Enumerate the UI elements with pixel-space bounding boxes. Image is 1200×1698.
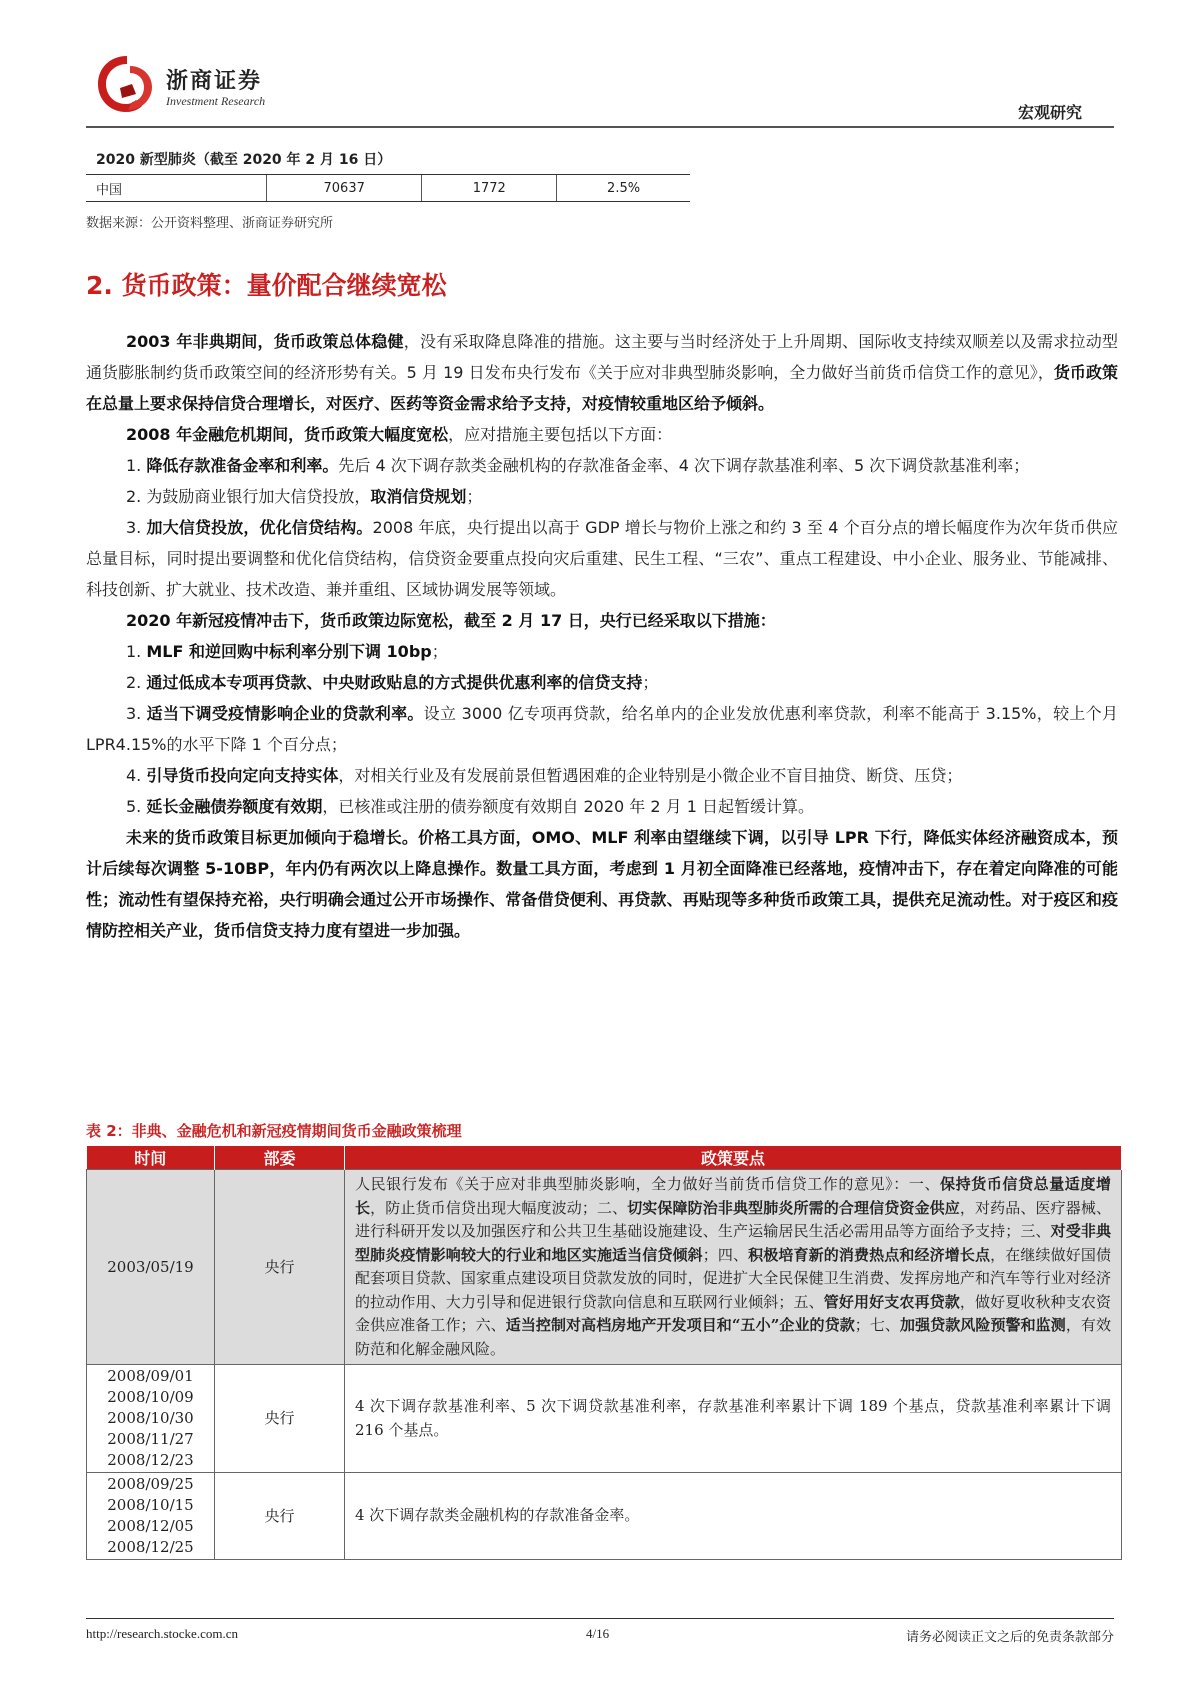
bold-text: 保持货币信贷总量适度增长 <box>355 1175 1111 1217</box>
bold-text: MLF 和逆回购中标利率分别下调 10bp <box>146 642 432 661</box>
bold-text: 适当控制对高档房地产开发项目和“五小”企业的贷款 <box>505 1316 855 1334</box>
text: ，对药品、医疗器械、进行科研开发以及加强医疗和公共卫生基础设施建设、生产运输居民生活必需用品等方面给予支持；三、 <box>355 1198 1111 1240</box>
text: ，没有采取降息降准的措施。这主要与当时经济处于上升周期、国际收支持续双顺差以及需求拉动型通货膨胀制约货币政策空间的经济形势有关。5 月 19 日发布央行发布《关于应对非典型肺炎影响，全力做好当前货币信贷工作的意见》， <box>86 332 1118 382</box>
cases-cell: 70637 <box>267 175 422 202</box>
text: 2008 年底，央行提出以高于 GDP 增长与物价上涨之和约 3 至 4 个百分点的增长幅度作为次年货币供应总量目标，同时提出要调整和优化信贷结构，信贷资金要重点投向灾后重建、民生工程、“三农”、重点工程建设、中小企业、服务业、节能减排、科技创新、扩大就业、技术改造、兼并重组、区域协调发展等领域。 <box>86 518 1118 599</box>
bold-text: 对受非典型肺炎疫情影响较大的行业和地区实施适当信贷倾斜 <box>355 1222 1111 1264</box>
rate-cell: 2.5% <box>557 175 690 202</box>
policy-points-cell <box>345 1365 1122 1473</box>
text: ，做好夏收秋种支农资金供应准备工作；六、 <box>355 1292 1111 1334</box>
bold-text: 2008 年金融危机期间，货币政策大幅度宽松 <box>126 425 449 444</box>
paragraph <box>86 791 1118 822</box>
date-value: 2008/11/27 <box>107 1430 194 1448</box>
policy-points-cell <box>345 1473 1122 1560</box>
date-value: 2008/10/15 <box>107 1496 194 1514</box>
text: ，对相关行业及有发展前景但暂遇困难的企业特别是小微企业不盲目抽贷、断贷、压贷； <box>338 766 963 785</box>
text: ，已核准或注册的债券额度有效期自 2020 年 2 月 1 日起暂缓计算。 <box>322 797 814 816</box>
policy-table <box>86 1146 1122 1560</box>
date-value: 2008/09/01 <box>107 1367 194 1385</box>
brand-name: 浙商证券 <box>166 69 263 94</box>
bold-text: 2020 年新冠疫情冲击下，货币政策边际宽松，截至 2 月 17 日，央行已经采取以下措施： <box>126 611 776 630</box>
header-divider <box>86 126 1114 128</box>
text: 4. <box>126 766 147 785</box>
text: ； <box>466 487 483 506</box>
bold-text: 延长金融债券额度有效期 <box>146 797 323 816</box>
header-dept: 部委 <box>215 1146 345 1170</box>
page-number: 4/16 <box>586 1626 610 1641</box>
text: ；七、 <box>854 1316 901 1334</box>
table-header-row <box>87 1146 1122 1170</box>
text: 人民银行发布《关于应对非典型肺炎影响，全力做好当前货币信贷工作的意见》：一、 <box>355 1175 941 1193</box>
deaths-cell: 1772 <box>422 175 557 202</box>
bold-text: 取消信贷规划 <box>370 487 467 506</box>
table-caption: 表 2：非典、金融危机和新冠疫情期间货币金融政策梳理 <box>86 1122 462 1140</box>
bold-text: 积极培育新的消费热点和经济增长点 <box>748 1245 991 1264</box>
report-category: 宏观研究 <box>1017 103 1082 122</box>
bold-text: 管好用好支农再贷款 <box>823 1292 960 1311</box>
table-row <box>86 175 690 202</box>
text: ； <box>431 642 448 661</box>
date-value: 2008/12/05 <box>107 1517 194 1535</box>
text: 4 次下调存款类金融机构的存款准备金率。 <box>355 1506 640 1525</box>
text: 4 次下调存款基准利率、5 次下调贷款基准利率，存款基准利率累计下调 189 个基点，贷款基准利率累计下调 216 个基点。 <box>355 1397 1111 1439</box>
date-value: 2008/10/30 <box>107 1409 194 1427</box>
date-value: 2008/09/25 <box>107 1475 194 1493</box>
text: ，有效防范和化解金融风险。 <box>355 1316 1111 1358</box>
policy-points-cell <box>345 1170 1122 1365</box>
body-text <box>86 326 1118 946</box>
text: 先后 4 次下调存款类金融机构的存款准备金率、4 次下调存款基准利率、5 次下调贷款基准利率； <box>338 456 1030 475</box>
section-heading: 2. 货币政策：量价配合继续宽松 <box>86 271 447 300</box>
epidemic-table-title: 2020 新型肺炎（截至 2020 年 2 月 16 日） <box>86 146 690 175</box>
text: ；四、 <box>702 1245 749 1264</box>
paragraph <box>86 512 1118 605</box>
dept-cell: 央行 <box>215 1170 345 1365</box>
text: 3. <box>126 704 147 723</box>
brand-english: Investment Research <box>166 94 266 108</box>
table-row <box>87 1473 1122 1560</box>
header-time: 时间 <box>87 1146 215 1170</box>
bold-text: 适当下调受疫情影响企业的贷款利率。 <box>146 704 424 723</box>
table-row <box>87 1365 1122 1473</box>
paragraph <box>86 326 1118 419</box>
text: ，防止货币信贷出现大幅度波动；二、 <box>370 1198 628 1217</box>
paragraph <box>86 822 1118 946</box>
bold-text: 货币政策在总量上要求保持信贷合理增长，对医疗、医药等资金需求给予支持，对疫情较重地区给予倾斜。 <box>86 363 1118 413</box>
text: 3. <box>126 518 147 537</box>
paragraph <box>86 481 1118 512</box>
bold-text: 切实保障防治非典型肺炎所需的合理信贷资金供应 <box>627 1198 960 1217</box>
text: 2. <box>126 673 147 692</box>
paragraph <box>86 636 1118 667</box>
table-row <box>87 1170 1122 1365</box>
paragraph <box>86 698 1118 760</box>
bold-text: 引导货币投向定向支持实体 <box>146 766 339 785</box>
date-value: 2008/12/23 <box>107 1451 194 1469</box>
date-value: 2008/10/09 <box>107 1388 194 1406</box>
text: ，应对措施主要包括以下方面： <box>448 425 673 444</box>
footer-divider <box>86 1618 1114 1619</box>
paragraph <box>86 419 1118 450</box>
paragraph <box>86 760 1118 791</box>
bold-text: 加强贷款风险预警和监测 <box>900 1316 1066 1334</box>
footer-disclaimer: 请务必阅读正文之后的免责条款部分 <box>905 1630 1114 1645</box>
date-cell <box>87 1473 215 1560</box>
date-cell <box>87 1170 215 1365</box>
bold-text: 未来的货币政策目标更加倾向于稳增长。价格工具方面，OMO、MLF 利率由望继续下调，以引导 LPR 下行，降低实体经济融资成本，预计后续每次调整 5-10BP，年内仍有两次以上降息操作。数量工具方面，考虑到 1 月初全面降准已经落地，疫情冲击下，存在着定向降准的可能性；流动性有望保持充裕，央行明确会通过公开市场操作、常备借贷便利、再贷款、再贴现等多种货币政策工具，提供充足流动性。对于疫区和疫情防控相关产业，货币信贷支持力度有望进一步加强。 <box>86 828 1118 940</box>
text: 设立 3000 亿专项再贷款，给名单内的企业发放优惠利率贷款，利率不能高于 3.15%，较上个月 LPR4.15%的水平下降 1 个百分点； <box>86 704 1118 754</box>
text: 5. <box>126 797 147 816</box>
dept-cell: 央行 <box>215 1473 345 1560</box>
date-value: 2003/05/19 <box>107 1257 194 1276</box>
text: 1. <box>126 456 147 475</box>
header-points: 政策要点 <box>345 1146 1122 1170</box>
bold-text: 2003 年非典期间，货币政策总体稳健 <box>126 332 404 351</box>
bold-text: 加大信贷投放，优化信贷结构。 <box>146 518 373 537</box>
paragraph <box>86 667 1118 698</box>
data-source-note: 数据来源：公开资料整理、浙商证券研究所 <box>86 216 334 231</box>
date-cell <box>87 1365 215 1473</box>
bold-text: 通过低成本专项再贷款、中央财政贴息的方式提供优惠利率的信贷支持 <box>146 673 643 692</box>
zheshang-logo-icon <box>92 52 162 118</box>
text: ； <box>642 673 659 692</box>
paragraph <box>86 605 1118 636</box>
text: 1. <box>126 642 147 661</box>
date-value: 2008/12/25 <box>107 1538 194 1556</box>
region-cell: 中国 <box>86 175 267 202</box>
text: ，在继续做好国债配套项目贷款、国家重点建设项目贷款发放的同时，促进扩大全民保健卫生消费、发挥房地产和汽车等行业对经济的拉动作用、大力引导和促进银行贷款向信息和互联网行业倾斜；五、 <box>355 1245 1111 1311</box>
footer-url: http://research.stocke.com.cn <box>86 1626 238 1641</box>
epidemic-stats-table <box>86 146 690 202</box>
dept-cell: 央行 <box>215 1365 345 1473</box>
text: 2. 为鼓励商业银行加大信贷投放， <box>126 487 371 506</box>
bold-text: 降低存款准备金率和利率。 <box>146 456 339 475</box>
paragraph <box>86 450 1118 481</box>
